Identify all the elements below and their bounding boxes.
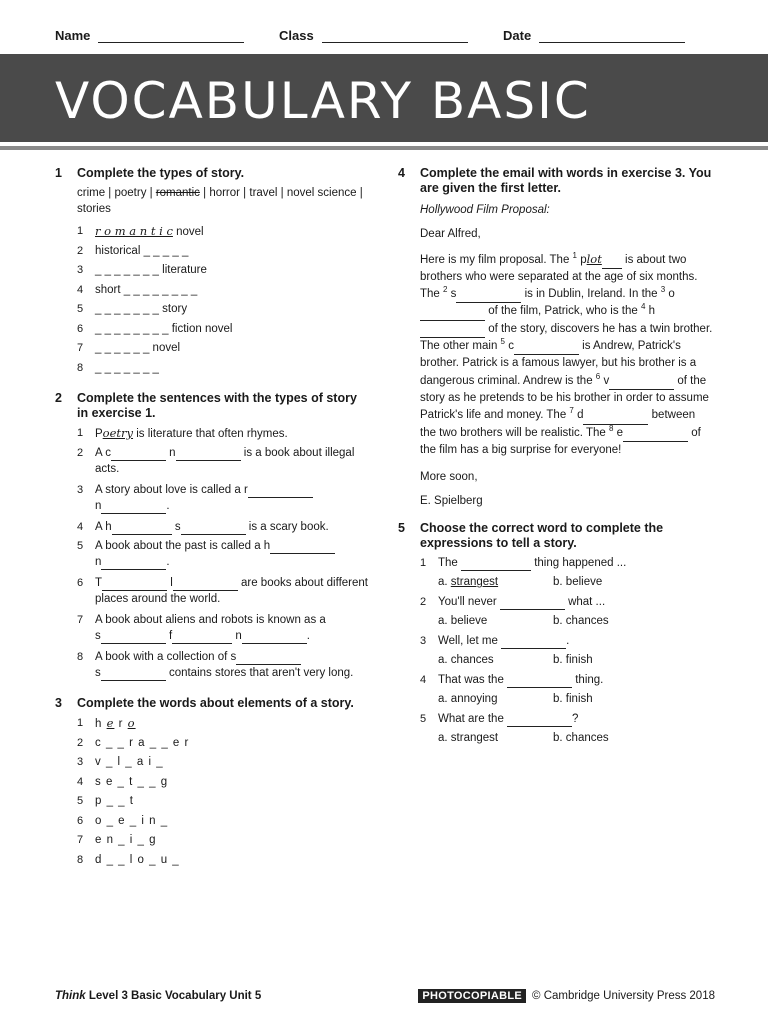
exercise-number: 2: [55, 391, 62, 405]
list-item: [55, 852, 370, 872]
answer-gap[interactable]: [507, 715, 572, 727]
item-number: 2: [77, 446, 84, 459]
option-text-selected: strangest: [450, 576, 499, 589]
item-number: 8: [77, 361, 84, 374]
email-subject: Hollywood Film Proposal:: [420, 204, 550, 216]
exercise-3-heading: [55, 696, 370, 711]
exercise-number: 5: [398, 520, 405, 535]
answer-gap[interactable]: [248, 486, 313, 498]
list-item: [398, 594, 713, 614]
option-label: b.: [553, 654, 563, 667]
gap-number: 8: [608, 423, 614, 433]
item-text: is a book about illegal acts.: [95, 446, 355, 475]
item-text: .: [166, 499, 170, 512]
option-b[interactable]: [553, 730, 609, 750]
option-b[interactable]: [553, 574, 602, 594]
student-info-fields: [55, 28, 695, 46]
exercise-1-heading: [55, 166, 370, 181]
answer-gap[interactable]: s e _ t _ _ g: [95, 775, 169, 788]
item-number: 5: [77, 303, 84, 315]
word-bank: [55, 185, 370, 217]
footer-unit: Level 3 Basic Vocabulary Unit 5: [85, 990, 262, 1002]
option-a[interactable]: [438, 730, 553, 750]
exercise-instruction: Complete the email with words in exercise 3. You are given the first letter.: [420, 166, 712, 195]
option-a[interactable]: [438, 652, 553, 672]
item-number: 1: [77, 427, 84, 439]
item-number: 5: [420, 712, 427, 725]
list-item: [55, 223, 370, 243]
date-line[interactable]: [539, 30, 685, 43]
option-text: strangest: [450, 732, 499, 745]
item-number: 1: [77, 225, 84, 237]
item-number: 5: [77, 795, 84, 807]
item-text: n: [95, 499, 102, 512]
handwritten-answer[interactable]: r o m a n t i c: [95, 224, 173, 238]
page-title: VOCABULARY BASIC: [55, 72, 591, 130]
option-text: finish: [565, 693, 593, 706]
item-text: A story about love is called a r: [95, 483, 248, 496]
answer-gap[interactable]: [501, 637, 566, 649]
title-banner: [0, 54, 768, 142]
answer-gap[interactable]: _ _ _ _ _ _ _: [95, 264, 159, 276]
answer-gap[interactable]: [173, 579, 238, 591]
option-b[interactable]: [553, 613, 609, 633]
list-item: [55, 575, 370, 612]
list-item: [55, 519, 370, 539]
option-a[interactable]: [438, 574, 553, 594]
item-text: literature: [158, 264, 207, 276]
list-item: [55, 301, 370, 321]
handwritten-answer[interactable]: o: [127, 716, 136, 730]
item-number: 6: [77, 814, 84, 827]
footer-book-info: [55, 990, 261, 1002]
right-column: [398, 166, 713, 750]
item-text: r: [114, 718, 128, 730]
email-text: v: [600, 374, 610, 387]
word-bank-text: | horror | travel | novel science | stories: [77, 187, 363, 215]
handwritten-answer[interactable]: oetry: [102, 426, 134, 440]
list-item: [55, 793, 370, 813]
option-b[interactable]: [553, 652, 593, 672]
item-text: s: [95, 630, 101, 642]
item-number: 2: [77, 244, 84, 257]
class-field[interactable]: [279, 28, 468, 43]
answer-gap[interactable]: _ _ _ _ _: [143, 244, 189, 257]
item-number: 6: [77, 577, 84, 589]
class-line[interactable]: [322, 30, 468, 43]
email-text: of the film has a big surprise for everyone!: [420, 426, 701, 456]
list-item: [55, 282, 370, 302]
exercise-5: [398, 521, 713, 750]
option-label: b.: [553, 732, 563, 745]
answer-options: [398, 691, 713, 711]
answer-gap[interactable]: v _ l _ a i _: [95, 756, 164, 768]
list-item: [55, 321, 370, 341]
answer-gap[interactable]: [101, 632, 166, 644]
exercise-5-heading: [398, 521, 713, 551]
answer-gap[interactable]: _ _ _ _ _ _: [95, 342, 150, 354]
item-text: thing happened ...: [531, 556, 627, 569]
item-number: 3: [420, 634, 427, 647]
exercise-2: [55, 391, 370, 686]
exercise-1: [55, 166, 370, 379]
handwritten-answer[interactable]: lot: [586, 251, 602, 266]
option-text: annoying: [450, 693, 498, 706]
list-item: [398, 633, 713, 653]
email-text: of the story as he pretends to be his brother in order to assume Patrick's life and money. The: [420, 374, 709, 422]
list-item: [55, 813, 370, 833]
answer-gap[interactable]: e n _ i _ g: [95, 834, 157, 846]
item-text: fiction novel: [168, 322, 233, 335]
gap-number: 4: [640, 302, 646, 312]
copyright-text: © Cambridge University Press 2018: [532, 990, 715, 1002]
handwritten-answer[interactable]: e: [106, 716, 115, 730]
item-number: 1: [77, 717, 84, 729]
answer-gap[interactable]: p _ _ t: [95, 795, 134, 807]
word-bank-crossed: romantic: [155, 187, 200, 199]
item-text: That was the: [438, 673, 508, 686]
item-number: 3: [77, 483, 84, 496]
list-item: [55, 715, 370, 735]
item-text: is a scary book.: [245, 520, 329, 533]
answer-gap[interactable]: [609, 378, 674, 390]
exercise-3: [55, 696, 370, 871]
item-number: 2: [77, 736, 84, 749]
answer-gap[interactable]: _ _ _ _ _ _ _: [95, 361, 159, 374]
item-text: n: [165, 446, 176, 459]
item-number: 4: [77, 283, 84, 296]
item-text: .: [166, 556, 170, 568]
list-item: [55, 649, 370, 686]
exercise-4-heading: [398, 166, 713, 196]
answer-gap[interactable]: o _ e _ i n _: [95, 814, 169, 827]
answer-gap[interactable]: [102, 579, 167, 591]
list-item: [55, 340, 370, 360]
option-label: b.: [553, 615, 563, 628]
item-number: 2: [420, 595, 427, 608]
option-text: believe: [450, 615, 488, 628]
email-text: c: [505, 340, 514, 353]
option-label: a.: [438, 654, 448, 667]
list-item: [55, 425, 370, 445]
list-item: [398, 555, 713, 575]
option-label: b.: [553, 576, 563, 589]
item-text: story: [158, 303, 188, 315]
answer-options: [398, 574, 713, 594]
item-text: n: [95, 556, 102, 568]
item-number: 3: [77, 264, 84, 276]
answer-gap[interactable]: [420, 309, 485, 321]
item-text: h: [95, 718, 107, 730]
exercise-instruction: Complete the types of story.: [77, 166, 245, 180]
answer-gap[interactable]: [181, 523, 246, 535]
answer-gap[interactable]: _ _ _ _ _ _ _ _: [123, 283, 198, 296]
answer-gap[interactable]: [500, 598, 565, 610]
email-text: is about two brothers who were separated at the age of six months. The: [420, 253, 698, 301]
exercise-number: 3: [55, 696, 62, 710]
item-number: 4: [77, 520, 84, 533]
item-number: 3: [77, 756, 84, 768]
answer-gap[interactable]: [507, 676, 572, 688]
option-a[interactable]: [438, 613, 553, 633]
item-text: A book with a collection of s: [95, 651, 237, 663]
answer-gap[interactable]: [602, 257, 622, 269]
item-text: The: [438, 556, 462, 569]
item-text: are books about different places around the world.: [95, 577, 368, 605]
answer-gap[interactable]: [242, 632, 307, 644]
answer-gap[interactable]: [270, 542, 335, 554]
left-column: [55, 166, 370, 871]
answer-gap[interactable]: [112, 523, 172, 535]
item-text: T: [95, 577, 103, 589]
item-text: A book about the past is called a h: [95, 540, 271, 552]
email-closing: More soon,: [420, 471, 478, 484]
item-text: .: [566, 634, 570, 647]
answer-gap[interactable]: [101, 502, 166, 514]
word-bank-text: crime | poetry |: [77, 187, 156, 199]
email-text: of the story, discovers he has a twin brother. The other main: [420, 322, 713, 353]
answer-gap[interactable]: [176, 449, 241, 461]
item-number: 5: [77, 540, 84, 552]
answer-options: [398, 613, 713, 633]
answer-options: [398, 652, 713, 672]
exercise-instruction: Complete the sentences with the types of story in exercise 1.: [77, 391, 357, 420]
option-text: finish: [565, 654, 593, 667]
email-text: s: [447, 288, 457, 301]
item-number: 4: [77, 775, 84, 788]
gap-number: 7: [569, 406, 574, 416]
list-item: [55, 774, 370, 794]
answer-gap[interactable]: [583, 413, 648, 425]
item-text: P: [95, 428, 103, 440]
item-text: A h: [95, 520, 112, 533]
answer-gap[interactable]: [236, 653, 301, 665]
footer-copyright-block: [418, 990, 715, 1002]
answer-gap[interactable]: [623, 430, 688, 442]
exercise-number: 4: [398, 166, 405, 180]
list-item: [55, 538, 370, 575]
list-item: [55, 754, 370, 774]
list-item: [55, 832, 370, 852]
email-text: is in Dublin, Ireland. In the: [521, 288, 661, 301]
item-number: 1: [420, 556, 427, 569]
option-label: a.: [438, 732, 448, 745]
item-text: ?: [572, 712, 579, 725]
email-text: is Andrew, Patrick's brother. Patrick is a famous lawyer, but his brother is a dangerous criminal. Andrew is the: [420, 340, 697, 387]
option-label: a.: [438, 576, 448, 589]
answer-gap[interactable]: _ _ _ _ _ _ _ _: [95, 322, 169, 335]
answer-gap[interactable]: _ _ _ _ _ _ _: [95, 303, 159, 315]
item-text: what ...: [564, 595, 606, 608]
item-text: historical: [95, 244, 144, 257]
item-text: contains stores that aren't very long.: [165, 667, 354, 679]
option-a[interactable]: [438, 691, 553, 711]
answer-gap[interactable]: [514, 343, 579, 355]
name-line[interactable]: [98, 30, 244, 43]
item-text: novel: [149, 342, 181, 354]
item-number: 6: [77, 322, 84, 335]
photocopiable-badge: PHOTOCOPIABLE: [418, 989, 526, 1003]
date-label: Date: [503, 28, 532, 43]
gap-number: 2: [443, 285, 448, 295]
list-item: [398, 672, 713, 692]
footer-brand: Think: [55, 990, 86, 1002]
list-item: [55, 262, 370, 282]
item-text: s: [171, 520, 181, 533]
option-text: chances: [450, 654, 494, 667]
item-text: You'll never: [438, 595, 500, 608]
option-text: chances: [565, 732, 609, 745]
list-item: [398, 711, 713, 731]
email-text: h: [645, 305, 655, 318]
email-text: between the two brothers will be realistic. The: [420, 409, 696, 439]
item-text: l: [167, 577, 173, 589]
banner-divider: [0, 146, 768, 150]
answer-gap[interactable]: c _ _ r a _ _ e r: [95, 736, 190, 749]
option-label: b.: [553, 693, 563, 706]
email-text: e: [613, 426, 624, 439]
item-number: 8: [77, 853, 84, 866]
gap-number: 5: [500, 337, 505, 347]
answer-gap[interactable]: [101, 558, 166, 570]
item-number: 4: [420, 673, 427, 686]
item-text: thing.: [572, 673, 604, 686]
item-text: s: [95, 667, 101, 679]
item-text: is literature that often rhymes.: [133, 428, 288, 440]
list-item: [55, 735, 370, 755]
email-text: of the film, Patrick, who is the: [485, 305, 641, 318]
answer-gap[interactable]: [172, 632, 232, 644]
option-text: chances: [565, 615, 609, 628]
name-field[interactable]: [55, 28, 244, 43]
answer-gap[interactable]: [111, 449, 166, 461]
exercise-2-heading: [55, 391, 370, 421]
class-label: Class: [279, 28, 314, 43]
item-text: A book about aliens and robots is known as a: [95, 614, 326, 626]
exercise-instruction: Choose the correct word to complete the expressions to tell a story.: [420, 520, 664, 550]
list-item: [55, 445, 370, 482]
answer-gap[interactable]: [101, 669, 166, 681]
item-text: n: [232, 630, 242, 642]
option-text: believe: [565, 576, 603, 589]
option-label: a.: [438, 615, 448, 628]
option-b[interactable]: [553, 691, 593, 711]
email-greeting: Dear Alfred,: [420, 228, 481, 241]
email-text: d: [573, 409, 584, 422]
item-text: A c: [95, 446, 111, 459]
item-number: 7: [77, 342, 84, 354]
date-field[interactable]: [503, 28, 685, 43]
item-number: 8: [77, 651, 84, 663]
gap-number: 3: [660, 285, 666, 295]
email-body: [398, 251, 713, 460]
item-text: Well, let me: [438, 634, 502, 647]
item-text: short: [95, 283, 124, 296]
email-signature: E. Spielberg: [420, 495, 483, 508]
item-text: f: [165, 630, 173, 642]
list-item: [55, 243, 370, 263]
list-item: [55, 482, 370, 519]
answer-gap[interactable]: [420, 326, 485, 338]
item-text: .: [306, 630, 310, 642]
answer-gap[interactable]: [456, 291, 521, 303]
answer-gap[interactable]: d _ _ l o _ u _: [95, 853, 180, 866]
item-text: novel: [172, 226, 204, 238]
list-item: [55, 360, 370, 380]
email-text: o: [665, 288, 675, 301]
gap-number: 1: [572, 250, 577, 260]
exercise-instruction: Complete the words about elements of a story.: [77, 696, 354, 710]
item-number: 7: [77, 614, 84, 626]
item-text: What are the: [438, 712, 508, 725]
exercise-4: [398, 166, 713, 511]
list-item: [55, 612, 370, 649]
answer-gap[interactable]: [461, 559, 531, 571]
exercise-number: 1: [55, 166, 62, 180]
option-label: a.: [438, 693, 448, 706]
page-footer: [55, 990, 715, 1006]
gap-number: 6: [595, 371, 601, 381]
item-number: 7: [77, 834, 84, 846]
name-label: Name: [55, 28, 91, 43]
email-text: Here is my film proposal. The: [420, 253, 573, 266]
answer-options: [398, 730, 713, 750]
email-text: p: [577, 253, 587, 266]
